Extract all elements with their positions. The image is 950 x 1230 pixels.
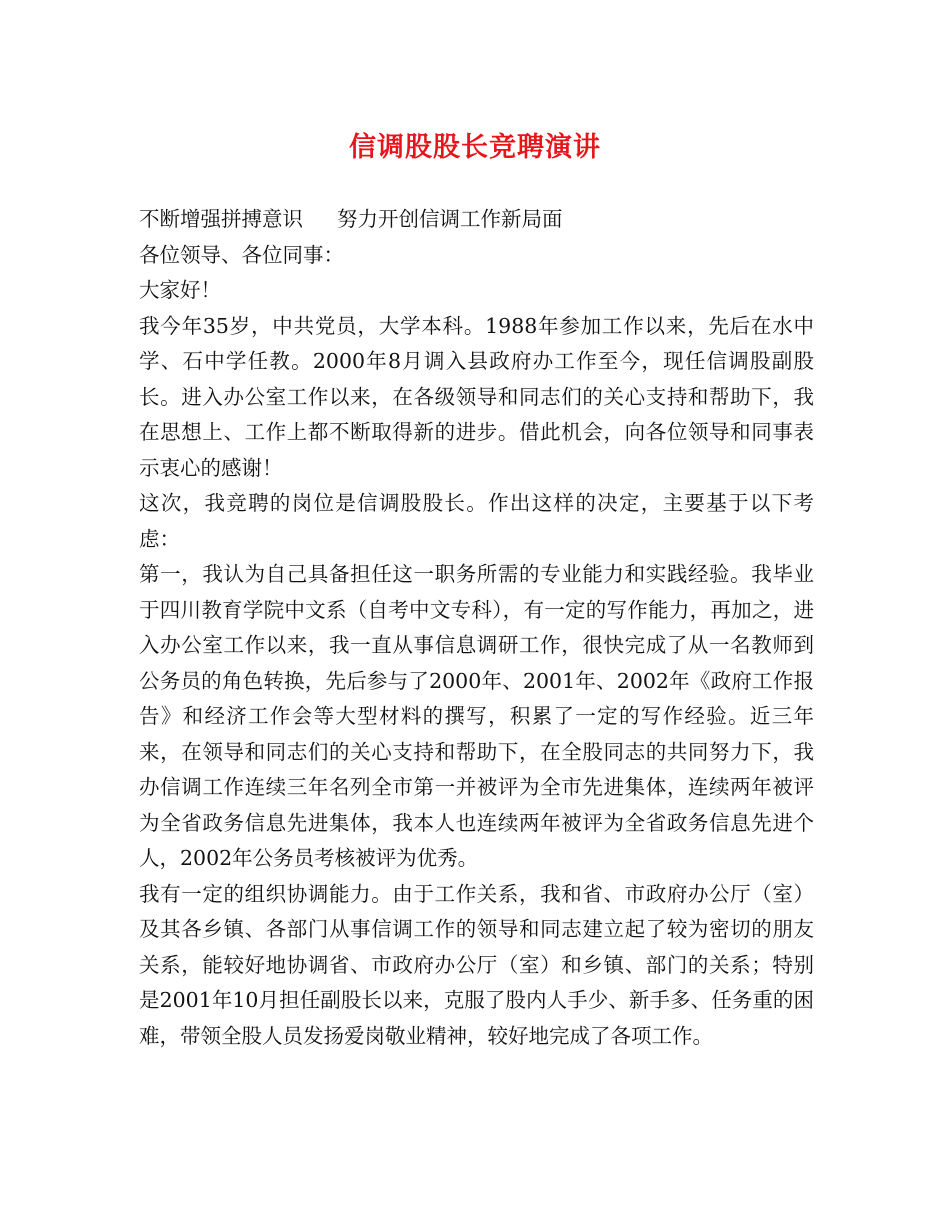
paragraph-first-reason: 第一，我认为自己具备担任这一职务所需的专业能力和实践经验。我毕业于四川教育学院中文系（自考中文专科），有一定的写作能力，再加之，进入办公室工作以来，我一直从事信息调研工作，很快完成了从一名教师到公务员的角色转换，先后参与了2000年、2001年、2002年《政府工作报告》和经济工作会等大型材料的撰写，积累了一定的写作经验。近三年来，在领导和同志们的关心支持和帮助下，在全股同志的共同努力下，我办信调工作连续三年名列全市第一并被评为全市先进集体，连续两年被评为全省政务信息先进集体，我本人也连续两年被评为全省政务信息先进个人，2002年公务员考核被评为优秀。 bbox=[139, 562, 814, 870]
paragraph-position: 这次，我竞聘的岗位是信调股股长。作出这样的决定，主要基于以下考虑： bbox=[139, 491, 814, 551]
document-subtitle bbox=[139, 202, 814, 238]
document-title: 信调股股长竞聘演讲 bbox=[349, 132, 601, 163]
document-body bbox=[139, 202, 814, 1054]
paragraph-salutation: 各位领导、各位同事： bbox=[139, 242, 344, 267]
paragraph-greeting: 大家好！ bbox=[139, 278, 221, 302]
paragraph-introduction: 我今年35岁，中共党员，大学本科。1988年参加工作以来，先后在水中学、石中学任教。2000年8月调入县政府办工作至今，现任信调股副股长。进入办公室工作以来，在各级领导和同志们的关心支持和帮助下，我在思想上、工作上都不断取得新的进步。借此机会，向各位领导和同事表示衷心的感谢！ bbox=[139, 313, 814, 480]
subtitle-right: 努力开创信调工作新局面 bbox=[337, 207, 563, 231]
paragraph-coordination: 我有一定的组织协调能力。由于工作关系，我和省、市政府办公厅（室）及其各乡镇、各部门从事信调工作的领导和同志建立起了较为密切的朋友关系，能较好地协调省、市政府办公厅（室）和乡镇、部门的关系；特别是2001年10月担任副股长以来，克服了股内人手少、新手多、任务重的困难，带领全股人员发扬爱岗敬业精神，较好地完成了各项工作。 bbox=[139, 881, 814, 1048]
subtitle-left: 不断增强拼搏意识 bbox=[139, 207, 303, 231]
